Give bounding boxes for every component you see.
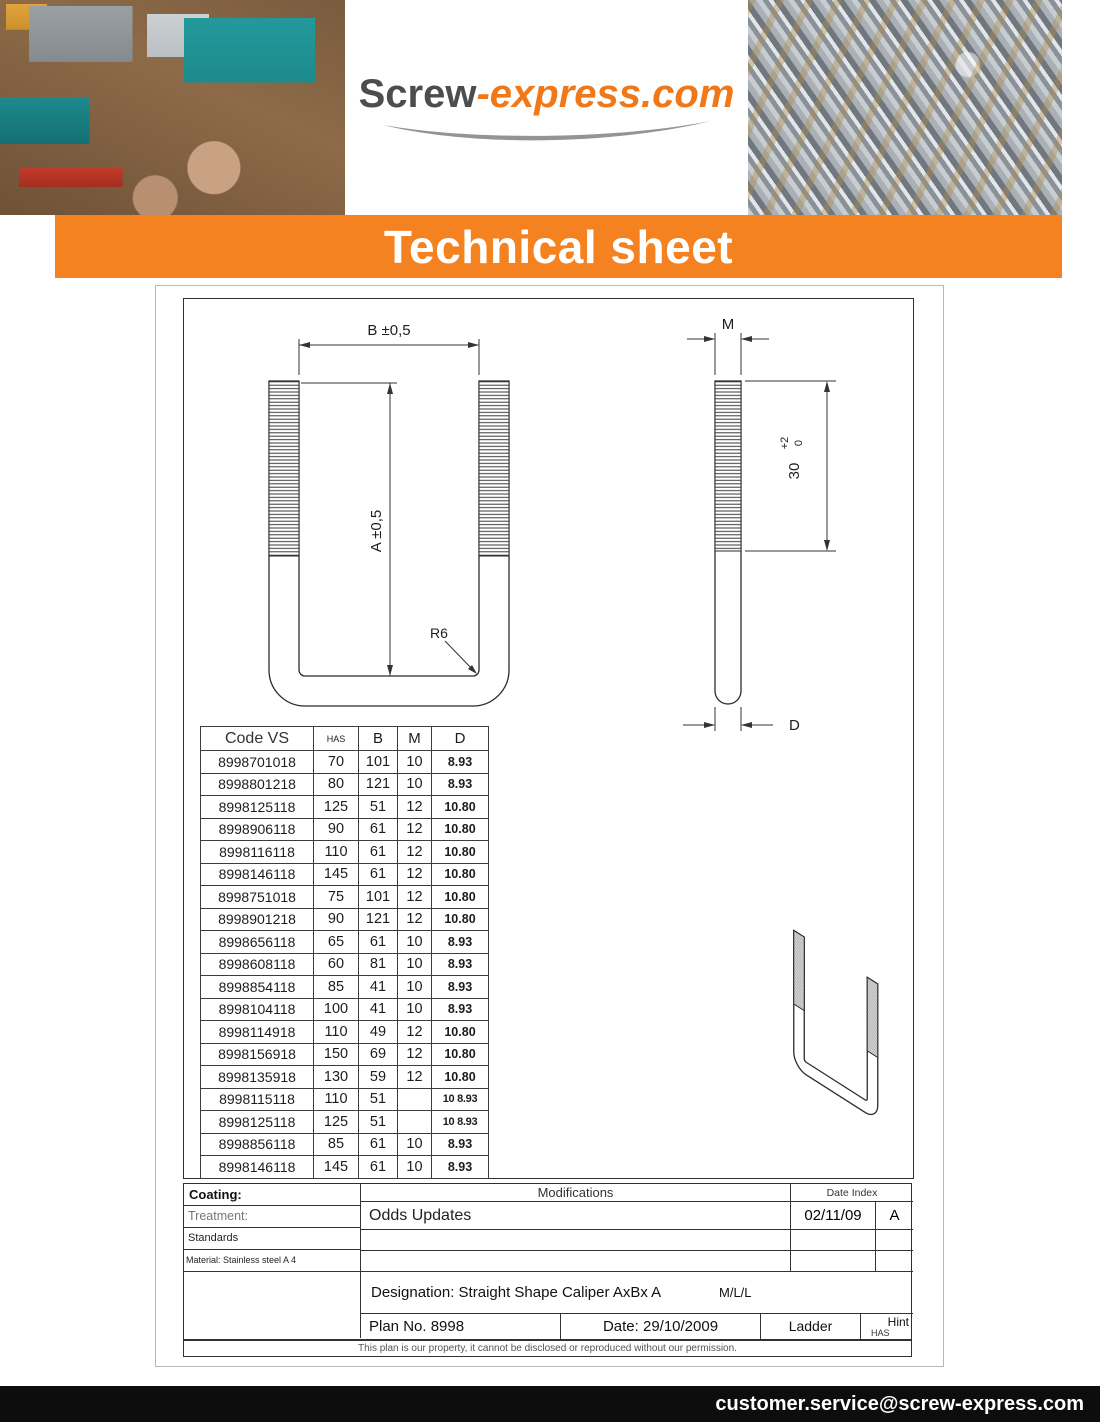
table-cell: 8998751018 (201, 886, 314, 909)
table-cell: 51 (359, 1111, 398, 1134)
standards-label: Standards (184, 1228, 361, 1250)
table-cell: 90 (314, 908, 359, 931)
table-cell: 125 (314, 1111, 359, 1134)
table-cell: 12 (398, 841, 432, 864)
table-cell: 8998656118 (201, 931, 314, 954)
table-cell: 8998901218 (201, 908, 314, 931)
plan-date: Date: 29/10/2009 (561, 1314, 761, 1339)
table-cell: 8.93 (432, 773, 489, 796)
ladder-cell: Ladder (761, 1314, 861, 1339)
front-view (269, 322, 509, 706)
empty-cell (876, 1230, 913, 1251)
thread-tol-upper-label: +2 (779, 436, 791, 450)
table-cell: 75 (314, 886, 359, 909)
table-cell: 10 (398, 751, 432, 774)
table-cell: 12 (398, 1021, 432, 1044)
footer-email: customer.service@screw-express.com (715, 1393, 1084, 1415)
table-cell: 59 (359, 1066, 398, 1089)
table-cell (398, 1088, 432, 1111)
plan-number: Plan No. 8998 (361, 1314, 561, 1339)
table-row (201, 1066, 489, 1089)
table-row (201, 886, 489, 909)
table-cell: 8.93 (432, 751, 489, 774)
table-cell: 80 (314, 773, 359, 796)
table-row (201, 931, 489, 954)
table-cell: 121 (359, 773, 398, 796)
table-cell: 61 (359, 1133, 398, 1156)
empty-cell (184, 1272, 361, 1338)
logo (345, 0, 748, 215)
modification-entry: Odds Updates (361, 1202, 791, 1230)
designation-extra: M/L/L (719, 1285, 752, 1300)
date-index-header: Date Index (791, 1184, 913, 1202)
table-cell: 8998156918 (201, 1043, 314, 1066)
table-cell: 10.80 (432, 796, 489, 819)
table-cell: 10 (398, 931, 432, 954)
table-cell: 110 (314, 1088, 359, 1111)
table-row (201, 1111, 489, 1134)
dim-d-label: D (789, 717, 800, 734)
table-cell: 12 (398, 886, 432, 909)
table-row (201, 1021, 489, 1044)
size-table (200, 726, 489, 1179)
table-cell: 10 8.93 (432, 1088, 489, 1111)
table-cell: 61 (359, 1156, 398, 1179)
logo-part1: Screw (358, 72, 477, 116)
size-table-header-cell: Code VS (201, 727, 314, 751)
table-cell: 60 (314, 953, 359, 976)
table-cell: 12 (398, 818, 432, 841)
table-cell: 85 (314, 976, 359, 999)
table-cell: 10 (398, 953, 432, 976)
table-cell: 8998801218 (201, 773, 314, 796)
table-cell: 8998114918 (201, 1021, 314, 1044)
table-cell: 61 (359, 818, 398, 841)
table-cell: 8998701018 (201, 751, 314, 774)
table-cell: 10.80 (432, 908, 489, 931)
table-row (201, 841, 489, 864)
table-cell: 70 (314, 751, 359, 774)
coating-label: Coating: (184, 1184, 361, 1206)
radius-label: R6 (430, 625, 448, 641)
empty-cell (791, 1251, 876, 1272)
table-cell: 41 (359, 998, 398, 1021)
empty-cell (361, 1251, 791, 1272)
table-cell: 130 (314, 1066, 359, 1089)
table-cell: 61 (359, 931, 398, 954)
logo-swoosh (377, 117, 717, 143)
size-table-header-cell: M (398, 727, 432, 751)
hint-label: Hint (887, 1315, 909, 1329)
table-row (201, 1043, 489, 1066)
treatment-label: Treatment: (184, 1206, 361, 1228)
table-row (201, 953, 489, 976)
table-row (201, 863, 489, 886)
table-row (201, 1088, 489, 1111)
table-cell: 10 (398, 1156, 432, 1179)
table-cell: 12 (398, 1043, 432, 1066)
table-cell: 49 (359, 1021, 398, 1044)
table-cell: 8998856118 (201, 1133, 314, 1156)
table-row (201, 998, 489, 1021)
table-row (201, 818, 489, 841)
table-row (201, 1156, 489, 1179)
table-cell: 8.93 (432, 998, 489, 1021)
size-table-header-cell: HAS (314, 727, 359, 751)
table-cell: 10.80 (432, 886, 489, 909)
table-cell: 8.93 (432, 976, 489, 999)
table-cell: 8998135918 (201, 1066, 314, 1089)
table-cell: 69 (359, 1043, 398, 1066)
size-table-head-row (201, 727, 489, 751)
title-block (183, 1183, 912, 1340)
table-cell: 12 (398, 863, 432, 886)
table-cell: 101 (359, 886, 398, 909)
table-cell: 10 (398, 1133, 432, 1156)
workbench-photo (0, 0, 345, 215)
logo-part2: -express.com (476, 72, 735, 116)
table-cell: 145 (314, 1156, 359, 1179)
table-cell: 8998104118 (201, 998, 314, 1021)
table-cell (398, 1111, 432, 1134)
table-row (201, 1133, 489, 1156)
table-cell: 8.93 (432, 1133, 489, 1156)
table-cell: 8998854118 (201, 976, 314, 999)
table-cell: 12 (398, 796, 432, 819)
thread-length-label: 30 (786, 462, 803, 480)
table-cell: 12 (398, 908, 432, 931)
screws-photo (748, 0, 1062, 215)
table-cell: 10 8.93 (432, 1111, 489, 1134)
table-cell: 8998125118 (201, 796, 314, 819)
table-cell: 85 (314, 1133, 359, 1156)
table-row (201, 773, 489, 796)
table-cell: 61 (359, 863, 398, 886)
table-cell: 10 (398, 773, 432, 796)
table-cell: 65 (314, 931, 359, 954)
table-cell: 81 (359, 953, 398, 976)
table-cell: 8.93 (432, 1156, 489, 1179)
table-cell: 61 (359, 841, 398, 864)
table-cell: 110 (314, 841, 359, 864)
logo-text (359, 72, 735, 117)
dim-b-label: B ±0,5 (367, 322, 411, 339)
empty-cell (876, 1251, 913, 1272)
table-cell: 90 (314, 818, 359, 841)
table-cell: 8998115118 (201, 1088, 314, 1111)
table-cell: 51 (359, 796, 398, 819)
footer-bar (0, 1386, 1100, 1422)
size-table-header-cell: B (359, 727, 398, 751)
dim-a-label: A ±0,5 (368, 509, 385, 553)
material-label: Material: Stainless steel A 4 (184, 1250, 361, 1272)
table-row (201, 796, 489, 819)
table-cell: 8998146118 (201, 1156, 314, 1179)
banner-title: Technical sheet (55, 215, 1062, 278)
perspective-view (794, 930, 878, 1120)
table-cell: 10.80 (432, 1043, 489, 1066)
table-cell: 12 (398, 1066, 432, 1089)
empty-cell (791, 1230, 876, 1251)
table-cell: 145 (314, 863, 359, 886)
table-cell: 8998906118 (201, 818, 314, 841)
table-cell: 51 (359, 1088, 398, 1111)
table-cell: 10.80 (432, 1021, 489, 1044)
table-cell: 8.93 (432, 953, 489, 976)
table-cell: 100 (314, 998, 359, 1021)
side-view (683, 316, 836, 734)
size-table-header-cell: D (432, 727, 489, 751)
property-note: This plan is our property, it cannot be disclosed or reproduced without our permission. (183, 1340, 912, 1357)
table-cell: 10 (398, 976, 432, 999)
table-row (201, 976, 489, 999)
table-cell: 8998146118 (201, 863, 314, 886)
table-cell: 8998608118 (201, 953, 314, 976)
table-cell: 10.80 (432, 1066, 489, 1089)
table-cell: 10.80 (432, 863, 489, 886)
table-cell: 110 (314, 1021, 359, 1044)
modification-index: A (876, 1202, 913, 1230)
hint-cell (861, 1314, 913, 1339)
dim-m-label: M (721, 316, 735, 333)
table-cell: 150 (314, 1043, 359, 1066)
table-cell: 125 (314, 796, 359, 819)
modifications-header: Modifications (361, 1184, 791, 1202)
modification-date: 02/11/09 (791, 1202, 876, 1230)
table-cell: 10 (398, 998, 432, 1021)
table-cell: 101 (359, 751, 398, 774)
table-cell: 10.80 (432, 818, 489, 841)
designation-cell (361, 1272, 913, 1314)
thread-tol-lower-label: 0 (793, 439, 805, 447)
table-cell: 121 (359, 908, 398, 931)
table-cell: 8998116118 (201, 841, 314, 864)
empty-cell (361, 1230, 791, 1251)
table-row (201, 751, 489, 774)
hint-sub-label: HAS (871, 1328, 890, 1338)
table-cell: 8998125118 (201, 1111, 314, 1134)
table-cell: 8.93 (432, 931, 489, 954)
table-row (201, 908, 489, 931)
designation-text: Designation: Straight Shape Caliper AxBx A (371, 1284, 662, 1301)
table-cell: 10.80 (432, 841, 489, 864)
table-cell: 41 (359, 976, 398, 999)
size-table-body (201, 751, 489, 1179)
